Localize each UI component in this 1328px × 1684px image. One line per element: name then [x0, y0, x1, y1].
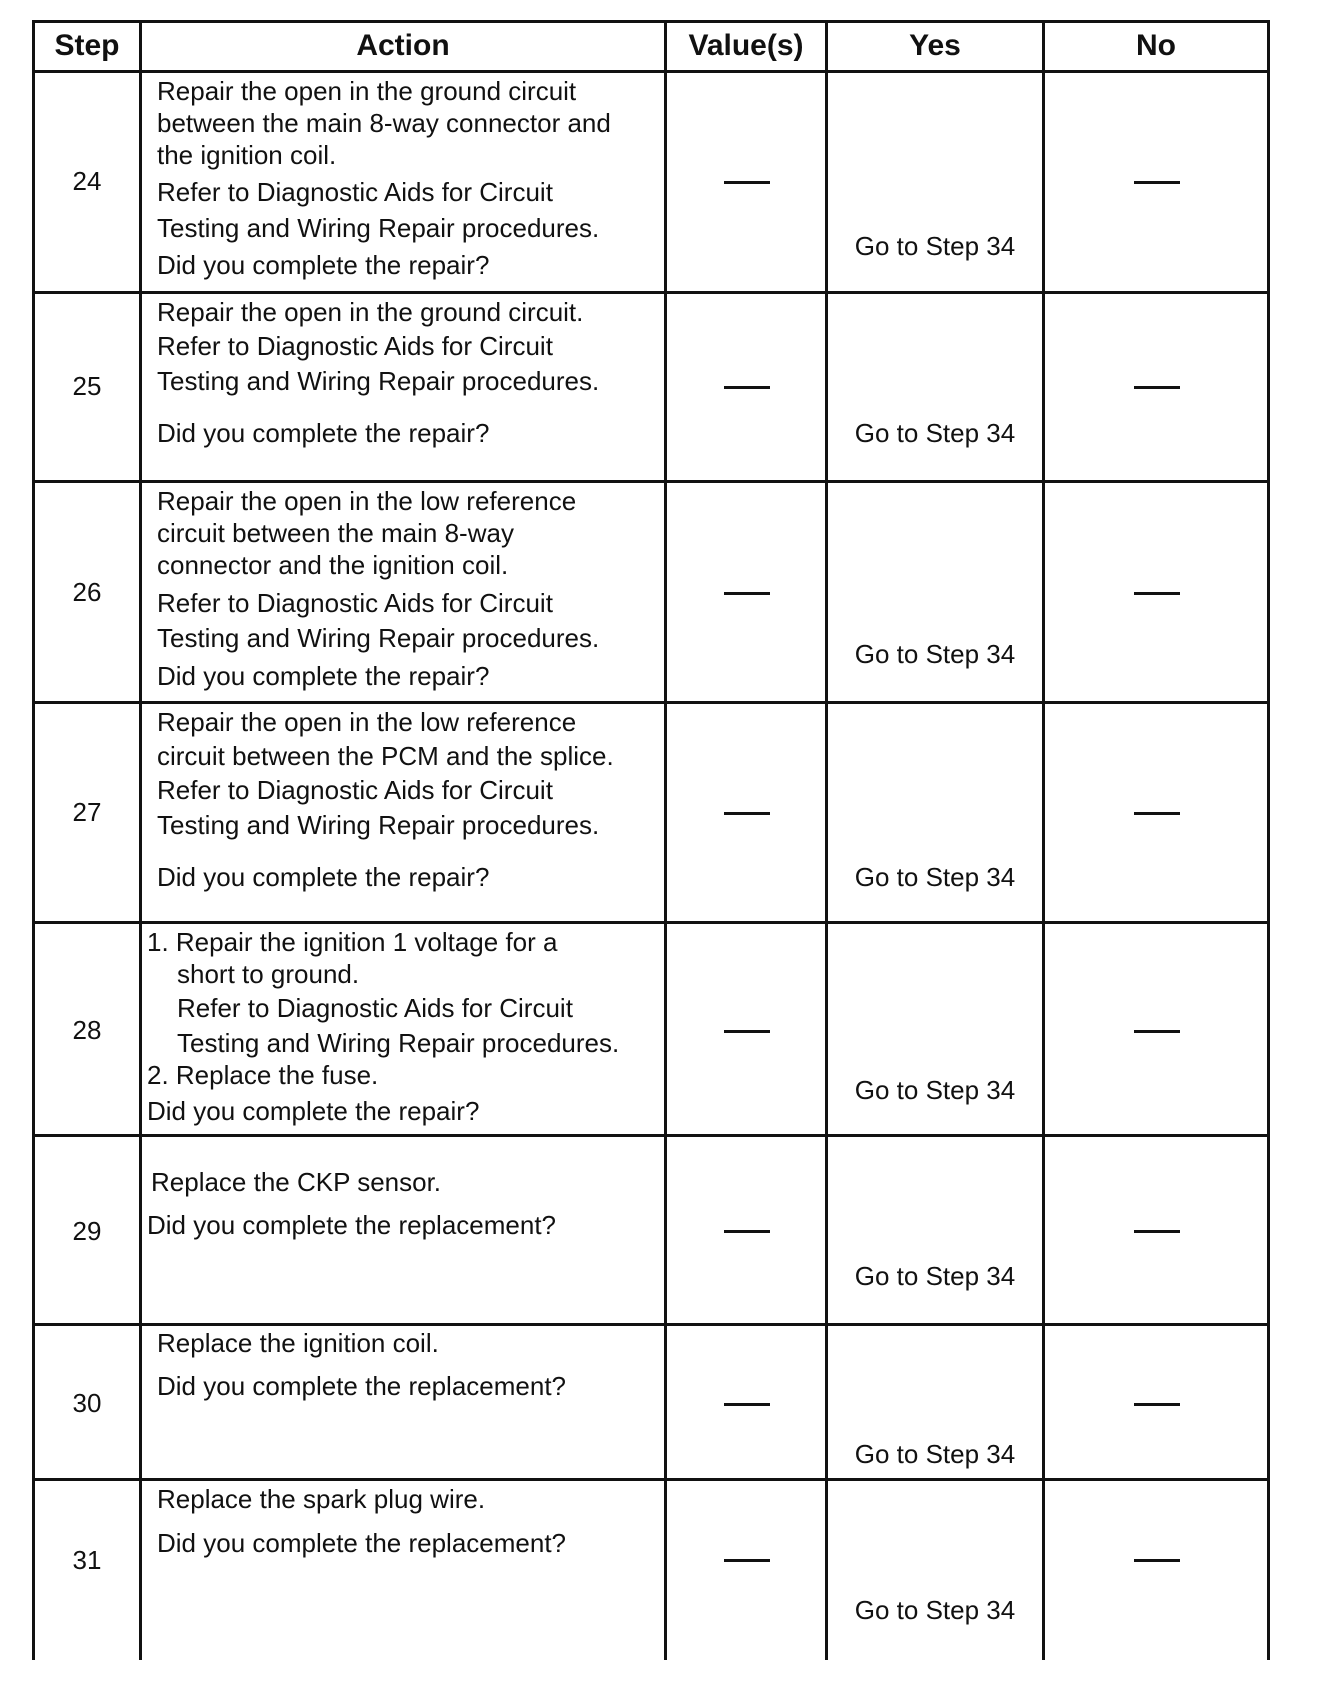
- action-text: Refer to Diagnostic Aids for Circuit: [157, 331, 553, 361]
- grid-line: [1267, 20, 1270, 1660]
- grid-line: [32, 1134, 1270, 1137]
- action-text: Repair the open in the low reference: [157, 707, 577, 737]
- grid-line: [32, 1323, 1270, 1326]
- value-dash: [724, 386, 770, 389]
- grid-line: [32, 1478, 1270, 1481]
- action-text: Replace the CKP sensor.: [151, 1167, 442, 1197]
- no-dash: [1134, 812, 1180, 815]
- no-dash: [1134, 386, 1180, 389]
- action-text: the ignition coil.: [157, 140, 337, 170]
- step-number: 24: [72, 166, 102, 196]
- header-no: No: [1136, 29, 1176, 62]
- value-dash: [724, 1030, 770, 1033]
- action-text: Refer to Diagnostic Aids for Circuit: [157, 775, 553, 805]
- action-text: short to ground.: [177, 959, 360, 989]
- yes-action: Go to Step 34: [854, 1439, 1016, 1469]
- action-text: Repair the open in the ground circuit.: [157, 297, 584, 327]
- action-text: Did you complete the replacement?: [157, 1528, 567, 1558]
- action-text: Did you complete the repair?: [157, 418, 490, 448]
- header-values: Value(s): [688, 29, 804, 62]
- no-dash: [1134, 181, 1180, 184]
- action-text: circuit between the PCM and the splice.: [157, 741, 614, 771]
- grid-line: [825, 20, 828, 1660]
- header-yes: Yes: [909, 29, 961, 62]
- yes-action: Go to Step 34: [854, 418, 1016, 448]
- yes-action: Go to Step 34: [854, 639, 1016, 669]
- no-dash: [1134, 1403, 1180, 1406]
- grid-line: [32, 701, 1270, 704]
- action-text: 1. Repair the ignition 1 voltage for a: [147, 927, 558, 957]
- action-text: Refer to Diagnostic Aids for Circuit: [177, 993, 573, 1023]
- action-text: 2. Replace the fuse.: [147, 1060, 379, 1090]
- grid-line: [1042, 20, 1045, 1660]
- action-text: circuit between the main 8-way: [157, 518, 514, 548]
- grid-line: [139, 20, 142, 1660]
- action-text: Did you complete the repair?: [157, 250, 490, 280]
- step-number: 30: [72, 1388, 102, 1418]
- action-text: Repair the open in the ground circuit: [157, 76, 577, 106]
- header-action: Action: [356, 29, 450, 62]
- step-number: 29: [72, 1216, 102, 1246]
- yes-action: Go to Step 34: [854, 1075, 1016, 1105]
- action-text: Refer to Diagnostic Aids for Circuit: [157, 588, 553, 618]
- value-dash: [724, 1403, 770, 1406]
- value-dash: [724, 592, 770, 595]
- step-number: 27: [72, 797, 102, 827]
- action-text: Did you complete the repair?: [157, 661, 490, 691]
- value-dash: [724, 181, 770, 184]
- yes-action: Go to Step 34: [854, 1595, 1016, 1625]
- yes-action: Go to Step 34: [854, 1261, 1016, 1291]
- step-number: 31: [72, 1545, 102, 1575]
- grid-line: [664, 20, 667, 1660]
- grid-line: [32, 921, 1270, 924]
- yes-action: Go to Step 34: [854, 862, 1016, 892]
- value-dash: [724, 812, 770, 815]
- action-text: Repair the open in the low reference: [157, 486, 577, 516]
- no-dash: [1134, 1030, 1180, 1033]
- step-number: 26: [72, 577, 102, 607]
- grid-line: [32, 480, 1270, 483]
- action-text: Testing and Wiring Repair procedures.: [157, 213, 600, 243]
- action-text: Testing and Wiring Repair procedures.: [157, 366, 600, 396]
- action-text: Testing and Wiring Repair procedures.: [157, 810, 600, 840]
- no-dash: [1134, 1559, 1180, 1562]
- action-text: Did you complete the replacement?: [147, 1210, 557, 1240]
- action-text: Testing and Wiring Repair procedures.: [177, 1028, 620, 1058]
- action-text: Replace the spark plug wire.: [157, 1484, 486, 1514]
- action-text: connector and the ignition coil.: [157, 550, 509, 580]
- header-step: Step: [54, 29, 120, 62]
- step-number: 28: [72, 1015, 102, 1045]
- action-text: Replace the ignition coil.: [157, 1328, 439, 1358]
- grid-line: [32, 291, 1270, 294]
- step-number: 25: [72, 371, 102, 401]
- no-dash: [1134, 1230, 1180, 1233]
- action-text: Did you complete the replacement?: [157, 1371, 567, 1401]
- diagnostic-table: [32, 20, 1270, 1660]
- no-dash: [1134, 592, 1180, 595]
- value-dash: [724, 1559, 770, 1562]
- action-text: Did you complete the repair?: [157, 862, 490, 892]
- value-dash: [724, 1230, 770, 1233]
- action-text: Refer to Diagnostic Aids for Circuit: [157, 177, 553, 207]
- action-text: Testing and Wiring Repair procedures.: [157, 623, 600, 653]
- grid-line: [32, 70, 1270, 73]
- yes-action: Go to Step 34: [854, 231, 1016, 261]
- action-text: between the main 8-way connector and: [157, 108, 611, 138]
- action-text: Did you complete the repair?: [147, 1096, 480, 1126]
